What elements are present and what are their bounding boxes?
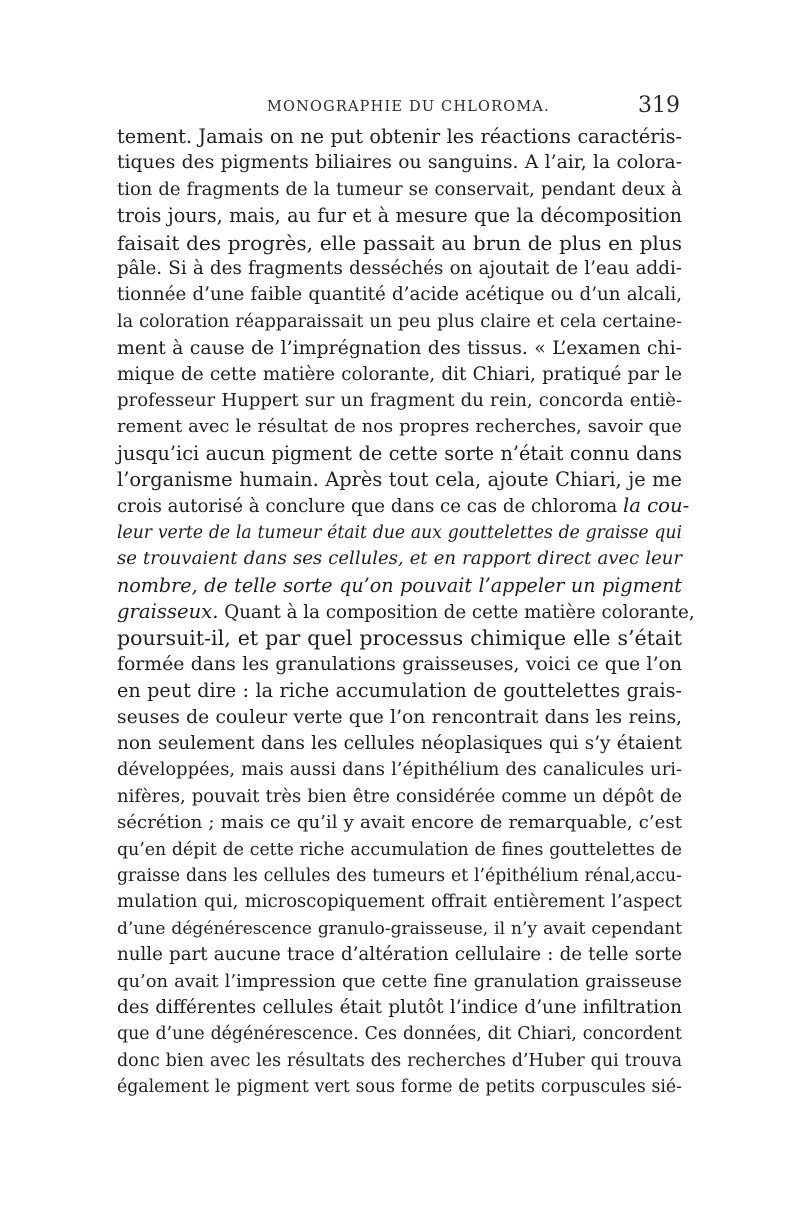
text-line-italic: leur verte de la tumeur était due aux gouttelettes de graisse qui xyxy=(117,522,682,543)
text-line-italic: nombre, de telle sorte qu’on pouvait l’appeler un pigment xyxy=(117,573,682,597)
text-line: pâle. Si à des fragments desséchés on ajoutait de l’eau addi- xyxy=(117,257,682,279)
body-text xyxy=(117,124,695,1100)
text-line: mulation qui, microscopiquement offrait entièrement l’aspect xyxy=(117,891,682,913)
text-line: tement. Jamais on ne put obtenir les réactions caractéris- xyxy=(117,125,682,148)
text-line: en peut dire : la riche accumulation de gouttelettes grais- xyxy=(117,679,682,703)
text-line: qu’on avait l’impression que cette fine granulation graisseuse xyxy=(117,970,682,992)
text-line: non seulement dans les cellules néoplasiques qui s’y étaient xyxy=(117,732,682,754)
page-header xyxy=(117,93,682,123)
text-segment-italic: la cou- xyxy=(623,494,690,518)
text-line: jusqu’ici aucun pigment de cette sorte n’était connu dans xyxy=(117,441,682,465)
text-line: des différentes cellules était plutôt l’indice d’une infiltration xyxy=(117,996,682,1018)
text-line: ment à cause de l’imprégnation des tissus. « L’examen chi- xyxy=(117,337,682,360)
text-line: seuses de couleur verte que l’on rencontrait dans les reins, xyxy=(117,706,682,728)
text-line: la coloration réapparaissait un peu plus claire et cela certaine- xyxy=(117,311,682,332)
page-number: 319 xyxy=(638,93,680,118)
text-line-italic: se trouvaient dans ses cellules, et en rapport direct avec leur xyxy=(117,548,682,570)
text-line: tion de fragments de la tumeur se conservait, pendant deux à xyxy=(117,178,682,200)
text-line: tiques des pigments biliaires ou sanguins. A l’air, la colora- xyxy=(117,152,682,174)
text-line-mixed xyxy=(117,599,695,625)
text-segment-roman: Quant à la composition de cette matière colorante, xyxy=(224,602,695,624)
text-line: qu’en dépit de cette riche accumulation de fines gouttelettes de xyxy=(117,839,682,860)
text-line: l’organisme humain. Après tout cela, ajoute Chiari, je me xyxy=(117,468,682,492)
text-line-mixed xyxy=(117,493,690,519)
text-line: trois jours, mais, au fur et à mesure que la décomposition xyxy=(117,204,682,228)
text-line: donc bien avec les résultats des recherches d’Huber qui trouva xyxy=(117,1050,682,1071)
text-line: poursuit-il, et par quel processus chimique elle s’était xyxy=(117,626,682,651)
text-line: développées, mais aussi dans l’épithélium des canalicules uri- xyxy=(117,759,682,781)
text-line: d’une dégénérescence granulo-graisseuse, il n’y avait cependant xyxy=(117,918,682,939)
text-line: tionnée d’une faible quantité d’acide acétique ou d’un alcali, xyxy=(117,284,682,306)
text-line: formée dans les granulations graisseuses, voici ce que l’on xyxy=(117,653,682,675)
text-line: nulle part aucune trace d’altération cellulaire : de telle sorte xyxy=(117,944,682,966)
text-segment-italic: graisseux. xyxy=(117,600,219,624)
text-line: nifères, pouvait très bien être considérée comme un dépôt de xyxy=(117,785,682,807)
text-line: sécrétion ; mais ce qu’il y avait encore de remarquable, c’est xyxy=(117,812,682,834)
text-segment-roman: crois autorisé à conclure que dans ce cas de chloroma xyxy=(117,496,618,518)
text-line: que d’une dégénérescence. Ces données, dit Chiari, concordent xyxy=(117,1024,682,1045)
running-title: MONOGRAPHIE DU CHLOROMA. xyxy=(267,99,550,115)
text-line: rement avec le résultat de nos propres recherches, savoir que xyxy=(117,416,682,438)
text-line: également le pigment vert sous forme de petits corpuscules sié- xyxy=(117,1077,682,1098)
text-line: graisse dans les cellules des tumeurs et l’épithélium rénal,accu- xyxy=(117,865,682,886)
text-line: professeur Huppert sur un fragment du rein, concorda entiè- xyxy=(117,389,682,411)
text-line: faisait des progrès, elle passait au brun de plus en plus xyxy=(117,230,682,255)
text-line: mique de cette matière colorante, dit Chiari, pratiqué par le xyxy=(117,363,682,385)
